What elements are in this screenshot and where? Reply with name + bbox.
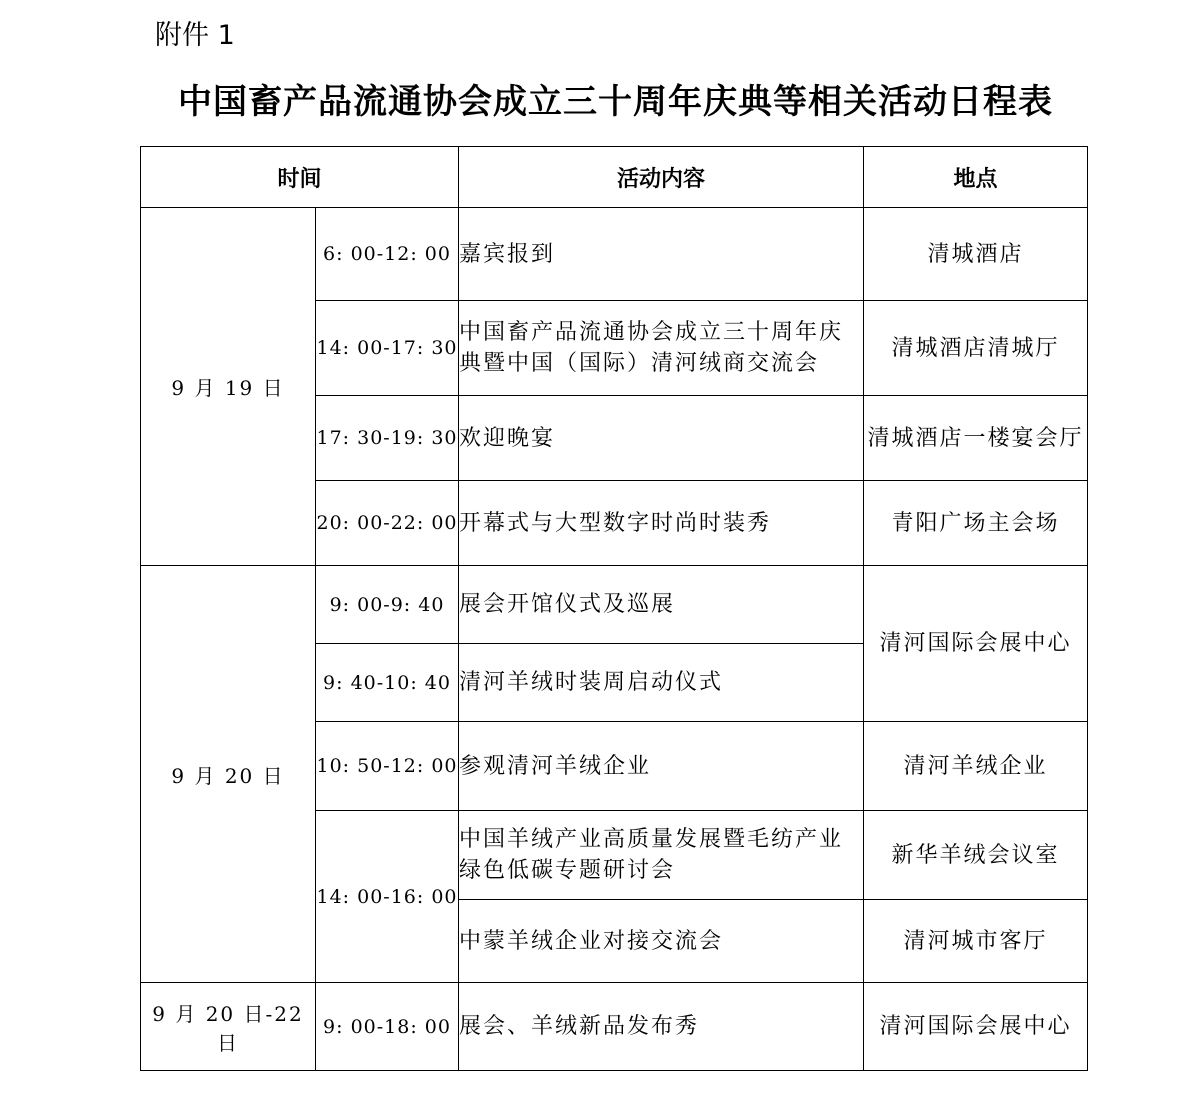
table-row bbox=[141, 983, 1088, 1071]
place-cell: 新华羊绒会议室 bbox=[864, 811, 1088, 900]
place-cell: 清河国际会展中心 bbox=[864, 983, 1088, 1071]
place-cell: 清城酒店 bbox=[864, 208, 1088, 301]
time-cell: 10: 50-12: 00 bbox=[316, 722, 459, 811]
time-cell: 14: 00-16: 00 bbox=[316, 811, 459, 983]
time-cell: 20: 00-22: 00 bbox=[316, 481, 459, 566]
place-cell: 清河城市客厅 bbox=[864, 900, 1088, 983]
activity-cell: 中国羊绒产业高质量发展暨毛纺产业绿色低碳专题研讨会 bbox=[459, 811, 864, 900]
time-cell: 14: 00-17: 30 bbox=[316, 301, 459, 396]
place-cell: 青阳广场主会场 bbox=[864, 481, 1088, 566]
schedule-table bbox=[140, 146, 1088, 1071]
place-cell: 清城酒店一楼宴会厅 bbox=[864, 396, 1088, 481]
activity-cell: 中蒙羊绒企业对接交流会 bbox=[459, 900, 864, 983]
header-time: 时间 bbox=[141, 147, 459, 208]
activity-cell: 参观清河羊绒企业 bbox=[459, 722, 864, 811]
activity-cell: 欢迎晚宴 bbox=[459, 396, 864, 481]
activity-cell: 中国畜产品流通协会成立三十周年庆典暨中国（国际）清河绒商交流会 bbox=[459, 301, 864, 396]
header-row bbox=[141, 147, 1088, 208]
place-cell: 清河国际会展中心 bbox=[864, 566, 1088, 722]
activity-cell: 展会、羊绒新品发布秀 bbox=[459, 983, 864, 1071]
time-cell: 9: 00-18: 00 bbox=[316, 983, 459, 1071]
time-cell: 17: 30-19: 30 bbox=[316, 396, 459, 481]
date-cell: 9 月 20 日-22 日 bbox=[141, 983, 316, 1071]
time-cell: 9: 00-9: 40 bbox=[316, 566, 459, 644]
time-cell: 6: 00-12: 00 bbox=[316, 208, 459, 301]
header-activity: 活动内容 bbox=[459, 147, 864, 208]
table-row bbox=[141, 566, 1088, 644]
place-cell: 清河羊绒企业 bbox=[864, 722, 1088, 811]
date-cell: 9 月 20 日 bbox=[141, 566, 316, 983]
activity-cell: 清河羊绒时装周启动仪式 bbox=[459, 644, 864, 722]
table-row bbox=[141, 208, 1088, 301]
date-cell: 9 月 19 日 bbox=[141, 208, 316, 566]
document-title: 中国畜产品流通协会成立三十周年庆典等相关活动日程表 bbox=[178, 82, 1053, 122]
activity-cell: 嘉宾报到 bbox=[459, 208, 864, 301]
time-cell: 9: 40-10: 40 bbox=[316, 644, 459, 722]
activity-cell: 开幕式与大型数字时尚时装秀 bbox=[459, 481, 864, 566]
activity-cell: 展会开馆仪式及巡展 bbox=[459, 566, 864, 644]
header-place: 地点 bbox=[864, 147, 1088, 208]
attachment-label: 附件 1 bbox=[155, 20, 235, 51]
place-cell: 清城酒店清城厅 bbox=[864, 301, 1088, 396]
